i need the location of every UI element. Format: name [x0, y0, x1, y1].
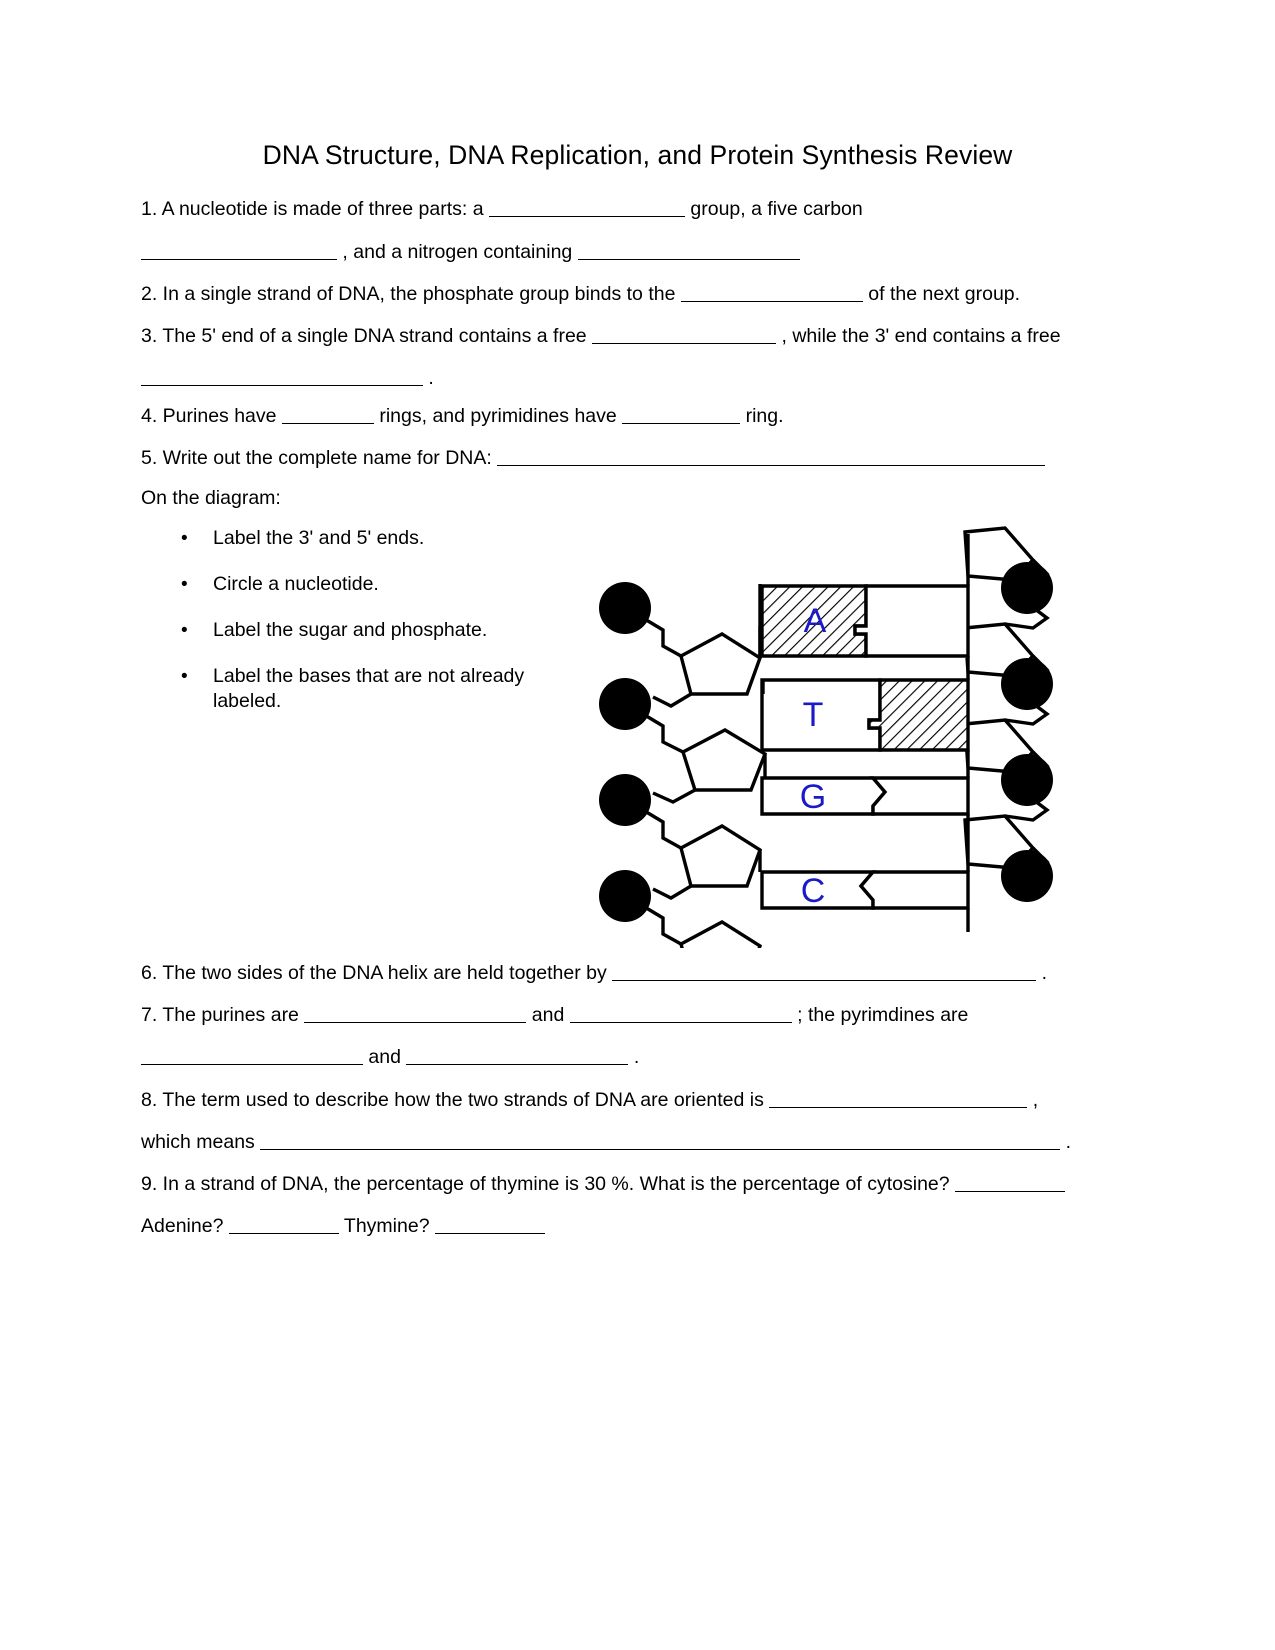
question-8-text-d: . [1065, 1131, 1072, 1153]
dna-ladder-diagram [585, 498, 1055, 948]
base-letter-G: G [799, 778, 827, 816]
question-3-line-2 [141, 367, 434, 390]
list-item-label: Label the bases that are not already labeled. [213, 665, 525, 712]
question-4 [141, 405, 784, 428]
question-4-text-c: ring. [745, 405, 784, 427]
question-8-line-1 [141, 1089, 1038, 1112]
left-bond-7 [643, 906, 681, 944]
phosphate-circle-icon [1001, 754, 1053, 806]
answer-blank-q9-cytosine[interactable] [955, 1174, 1065, 1192]
base-block-right-2 [869, 680, 968, 750]
list-item [141, 664, 543, 714]
answer-blank-q7-b[interactable] [570, 1005, 792, 1023]
list-item [141, 618, 571, 643]
left-bond-3 [643, 714, 683, 752]
sugar-pentagon-left-2 [683, 730, 765, 790]
list-item-label: Circle a nucleotide. [213, 573, 379, 595]
left-bond-5 [643, 810, 681, 848]
question-9-text-b: Adenine? [141, 1215, 224, 1237]
page-title: DNA Structure, DNA Replication, and Protein Synthesis Review [262, 140, 1013, 170]
question-2-text-a: 2. In a single strand of DNA, the phosphate group binds to the [141, 283, 676, 305]
question-8-text-c: which means [141, 1131, 255, 1153]
answer-blank-q7-c[interactable] [141, 1047, 363, 1065]
list-item-label: Label the 3' and 5' ends. [213, 527, 425, 549]
answer-blank-q7-d[interactable] [406, 1047, 628, 1065]
phosphate-circle-icon [599, 582, 651, 634]
question-8-line-2 [141, 1131, 1071, 1154]
base-letter-A: A [803, 602, 827, 640]
bullet-icon: • [181, 574, 188, 595]
answer-blank-q9-adenine[interactable] [229, 1216, 339, 1234]
sugar-pentagon-left-3 [681, 826, 760, 886]
answer-blank-q4-a[interactable] [282, 406, 374, 424]
answer-blank-q8-b[interactable] [260, 1132, 1060, 1150]
answer-blank-q8-a[interactable] [769, 1090, 1027, 1108]
question-9-line-2 [141, 1215, 545, 1238]
phosphate-circle-icon [599, 774, 651, 826]
question-7-line-2 [141, 1046, 639, 1069]
phosphate-circle-icon [1001, 562, 1053, 614]
question-8-text-b: , [1032, 1089, 1039, 1111]
question-1-text-a: 1. A nucleotide is made of three parts: a [141, 198, 484, 220]
question-9-text-c: Thymine? [343, 1215, 430, 1237]
base-block-right-4 [861, 872, 968, 908]
question-2 [141, 283, 1020, 306]
question-6-text-b: . [1041, 962, 1048, 984]
question-8-text-a: 8. The term used to describe how the two strands of DNA are oriented is [141, 1089, 764, 1111]
question-3-text-b: , while the 3' end contains a free [781, 325, 1061, 347]
answer-blank-q1-b[interactable] [141, 242, 337, 260]
answer-blank-q7-a[interactable] [304, 1005, 526, 1023]
left-bond-1 [643, 618, 681, 656]
question-7-text-d: and [368, 1046, 401, 1068]
question-6 [141, 962, 1047, 985]
answer-blank-q2[interactable] [681, 284, 863, 302]
base-letter-T: T [802, 696, 824, 734]
question-6-text-a: 6. The two sides of the DNA helix are held together by [141, 962, 607, 984]
question-7-line-1 [141, 1004, 968, 1027]
question-1-text-b: group, a five carbon [690, 198, 863, 220]
question-7-text-a: 7. The purines are [141, 1004, 299, 1026]
answer-blank-q9-thymine[interactable] [435, 1216, 545, 1234]
list-item [141, 572, 571, 597]
question-3-line-1 [141, 325, 1061, 348]
question-1-text-c: , and a nitrogen containing [342, 241, 573, 263]
answer-blank-q1-c[interactable] [578, 242, 800, 260]
answer-blank-q4-b[interactable] [622, 406, 740, 424]
base-block-right-3 [873, 778, 968, 814]
answer-blank-q3-b[interactable] [141, 368, 423, 386]
question-4-text-b: rings, and pyrimidines have [379, 405, 617, 427]
list-item-label: Label the sugar and phosphate. [213, 619, 488, 641]
sugar-pentagon-left-4 [681, 922, 760, 948]
left-bond-6 [653, 886, 691, 898]
question-9-text-a: 9. In a strand of DNA, the percentage of thymine is 30 %. What is the percentage of cytosine? [141, 1173, 950, 1195]
question-3-text-c: . [428, 367, 434, 389]
left-bond-2 [653, 694, 691, 706]
question-1-line-2 [141, 241, 800, 264]
question-2-text-b: of the next group. [868, 283, 1021, 305]
question-7-text-c: ; the pyrimdines are [797, 1004, 969, 1026]
answer-blank-q6[interactable] [612, 963, 1036, 981]
phosphate-circle-icon [1001, 658, 1053, 710]
answer-blank-q3-a[interactable] [592, 326, 776, 344]
bullet-icon: • [181, 528, 188, 549]
phosphate-circle-icon [599, 678, 651, 730]
diagram-instructions-heading: On the diagram: [141, 487, 281, 509]
question-3-text-a: 3. The 5' end of a single DNA strand contains a free [141, 325, 587, 347]
left-bond-4 [653, 790, 695, 802]
bullet-icon: • [181, 666, 188, 687]
question-5 [141, 447, 1045, 470]
answer-blank-q1-a[interactable] [489, 199, 685, 217]
phosphate-group-left [599, 582, 651, 922]
question-7-text-e: . [633, 1046, 640, 1068]
base-letter-C: C [800, 872, 826, 910]
base-block-right-1 [855, 586, 968, 656]
question-1-line-1 [141, 198, 863, 221]
diagram-instructions-list [141, 526, 571, 735]
question-7-text-b: and [531, 1004, 565, 1026]
phosphate-circle-icon [599, 870, 651, 922]
sugar-pentagon-left-1 [681, 634, 760, 694]
phosphate-circle-icon [1001, 850, 1053, 902]
question-9-line-1 [141, 1173, 1065, 1196]
answer-blank-q5[interactable] [497, 448, 1045, 466]
list-item [141, 526, 571, 551]
question-4-text-a: 4. Purines have [141, 405, 277, 427]
bullet-icon: • [181, 620, 188, 641]
question-5-text: 5. Write out the complete name for DNA: [141, 447, 492, 469]
